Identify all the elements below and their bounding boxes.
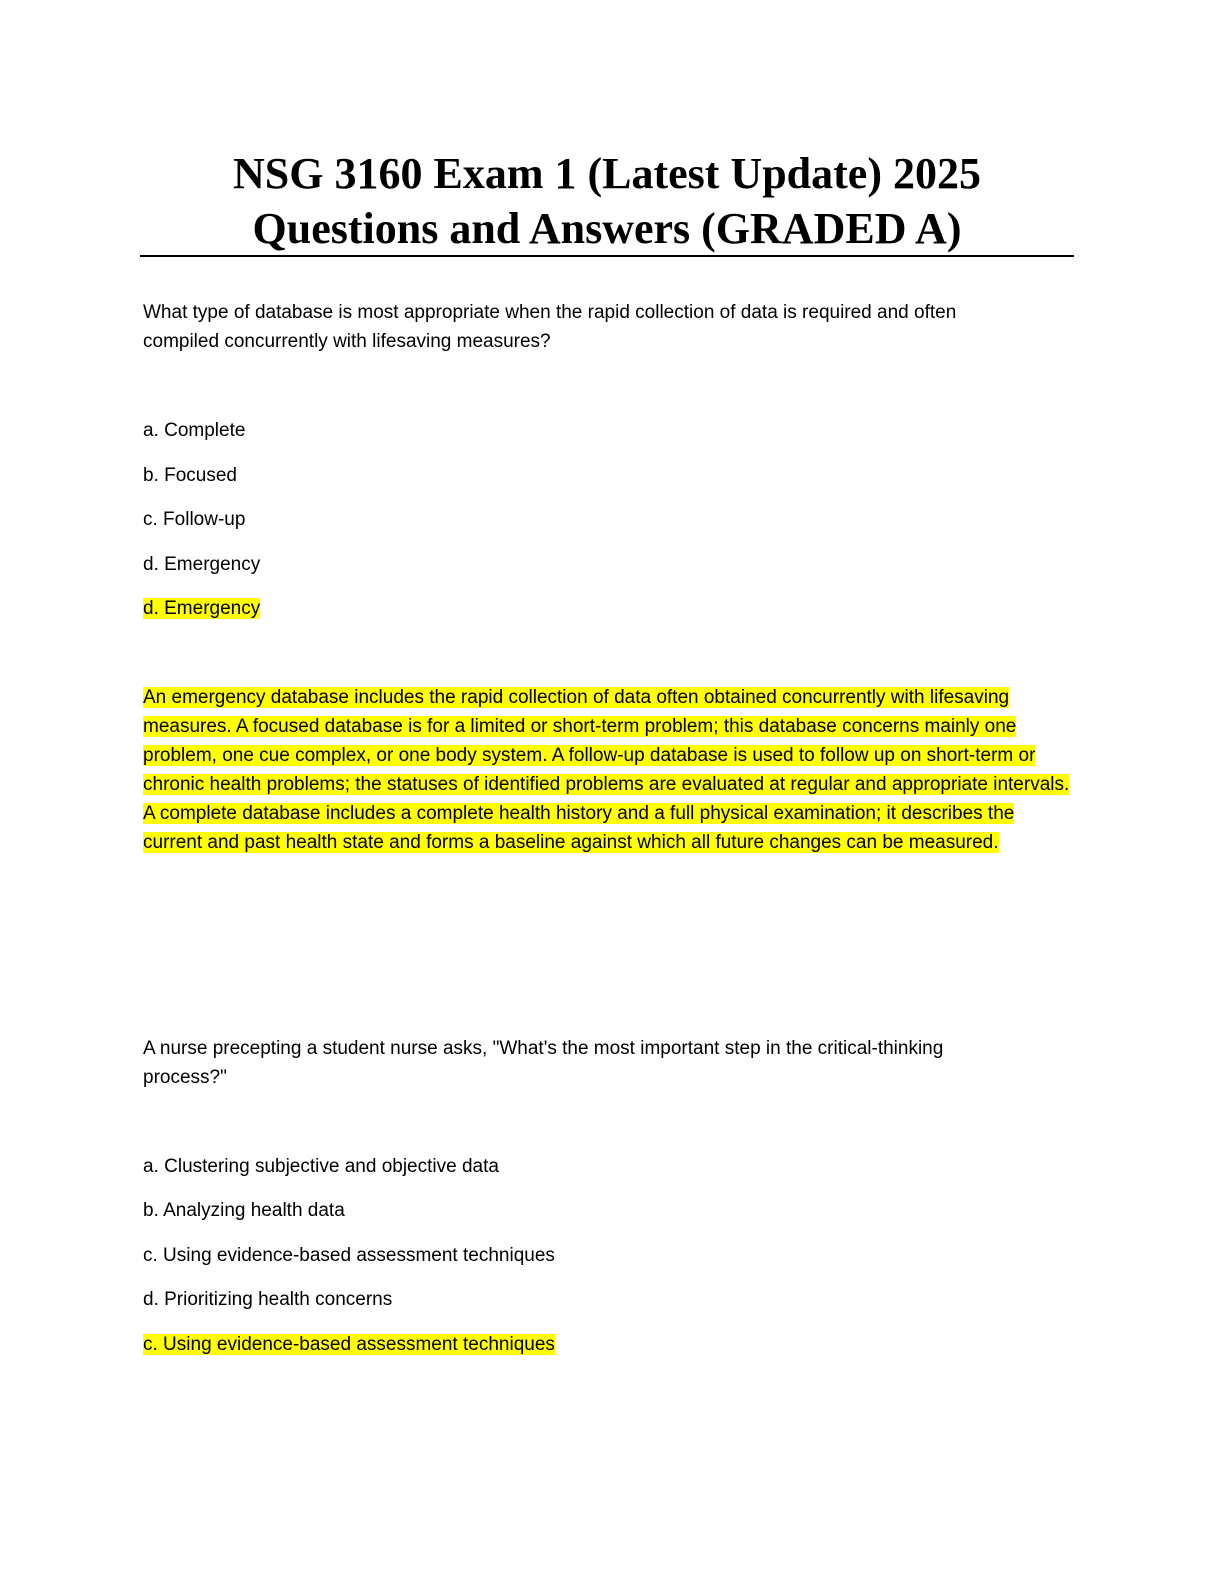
- title-underline: [140, 255, 1074, 257]
- question-2-option-c: c. Using evidence-based assessment techniques: [143, 1245, 555, 1266]
- question-1-answer-highlight: d. Emergency: [143, 598, 261, 619]
- question-2-answer: [143, 1330, 555, 1359]
- question-1-option-c: c. Follow-up: [143, 509, 246, 530]
- question-2-option-d: d. Prioritizing health concerns: [143, 1289, 393, 1310]
- document-title: [140, 146, 1074, 256]
- question-1-option-b: b. Focused: [143, 465, 237, 486]
- question-2-prompt-line-2: process?": [143, 1067, 227, 1088]
- question-1-rationale-highlight: An emergency database includes the rapid collection of data often obtained concurrently with lifesaving measures. A focused database is for a limited or short-term problem; this database concerns mainly one problem, one cue complex, or one body system. A follow-up database is used to follow up on short-term or chronic health problems; the statuses of identified problems are evaluated at regular and appropriate intervals. A complete database includes a complete health history and a full physical examination; it describes the current and past health state and forms a baseline against which all future changes can be measured.: [143, 687, 1070, 853]
- question-1-rationale: [143, 683, 1073, 857]
- question-2-answer-highlight: c. Using evidence-based assessment techniques: [143, 1334, 555, 1355]
- title-line-1: NSG 3160 Exam 1 (Latest Update) 2025: [233, 149, 981, 198]
- question-1-prompt-line-2: compiled concurrently with lifesaving measures?: [143, 331, 551, 352]
- question-2-option-b: b. Analyzing health data: [143, 1200, 345, 1221]
- question-1-option-d: d. Emergency: [143, 554, 261, 575]
- question-1-answer: [143, 594, 260, 623]
- question-2-prompt-line-1: A nurse precepting a student nurse asks, "What's the most important step in the critical-thinking: [143, 1038, 944, 1059]
- question-1-option-a: a. Complete: [143, 420, 246, 441]
- title-line-2: Questions and Answers (GRADED A): [252, 204, 962, 253]
- question-2-option-a: a. Clustering subjective and objective data: [143, 1156, 499, 1177]
- question-1-prompt-line-1: What type of database is most appropriate when the rapid collection of data is required and often: [143, 302, 957, 323]
